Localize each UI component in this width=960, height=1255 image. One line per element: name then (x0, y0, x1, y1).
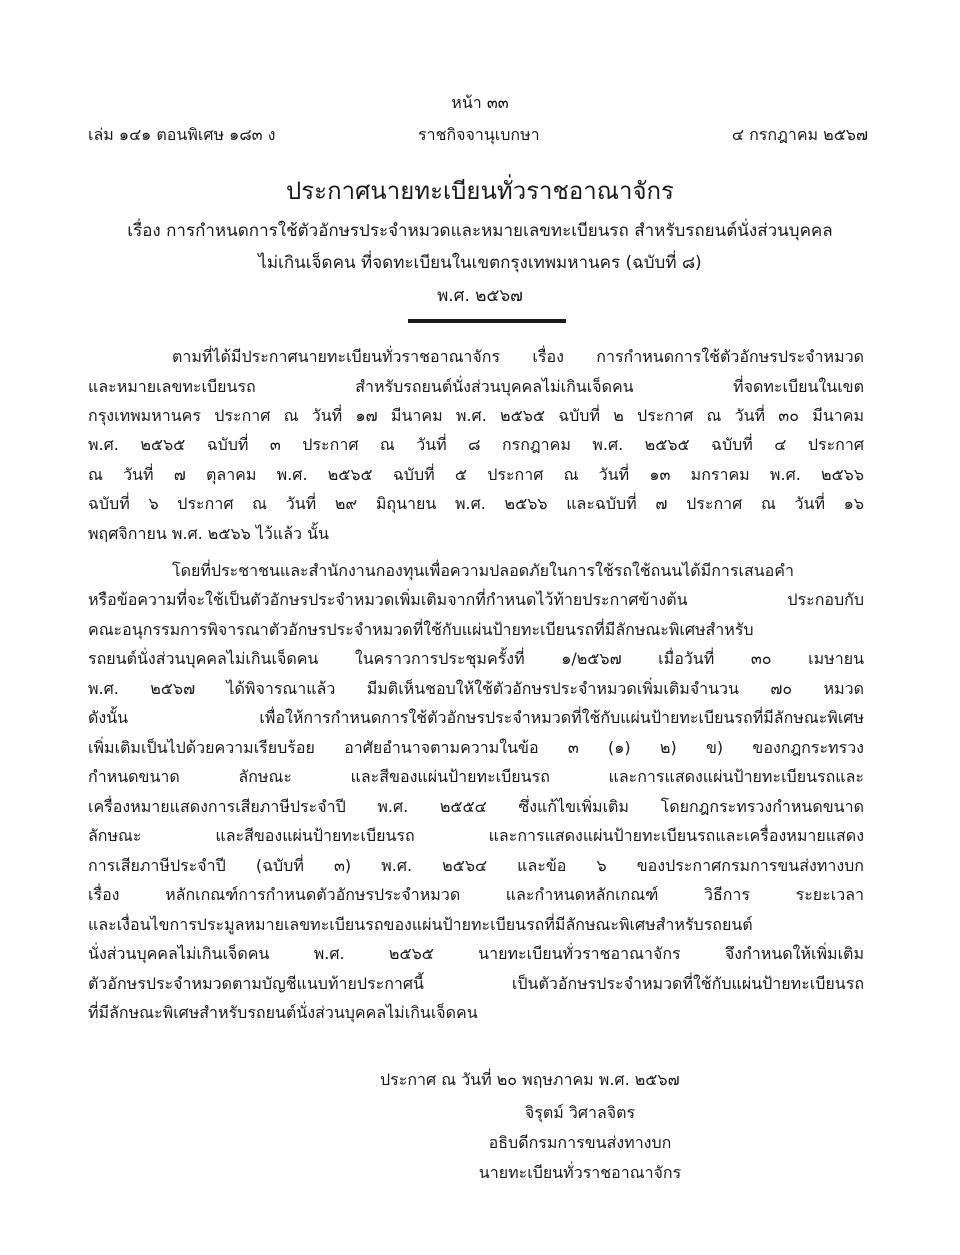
signatory-role: นายทะเบียนทั่วราชอาณาจักร (478, 1163, 682, 1182)
signatory-name: จิรุตม์ วิศาลจิตร (524, 1103, 636, 1122)
para2-line: โดยที่ประชาชนและสำนักงานกองทุนเพื่อความปลอดภัยในการใช้รถใช้ถนนได้มีการเสนอคำ (172, 561, 794, 580)
para1-line: พ.ศ. ๒๕๖๕ ฉบับที่ ๓ ประกาศ ณ วันที่ ๘ กรกฎาคม พ.ศ. ๒๕๖๕ ฉบับที่ ๔ ประกาศ (88, 435, 865, 454)
para2-line: การเสียภาษีประจำปี (ฉบับที่ ๓) พ.ศ. ๒๕๖๔ และข้อ ๖ ของประกาศกรมการขนส่งทางบก (88, 856, 864, 875)
para2-line: และเงื่อนไขการประมูลหมายเลขทะเบียนรถของแผ่นป้ายทะเบียนรถที่มีลักษณะพิเศษสำหรับรถยนต์ (88, 915, 753, 934)
year-line: พ.ศ. ๒๕๖๗ (437, 286, 523, 306)
para2-line: หรือข้อความที่จะใช้เป็นตัวอักษรประจำหมวดเพิ่มเติมจากที่กำหนดไว้ท้ายประกาศข้างต้น ประกอบกับ (88, 590, 864, 609)
para2-line: ลักษณะ และสีของแผ่นป้ายทะเบียนรถ และการแสดงแผ่นป้ายทะเบียนรถและเครื่องหมายแสดง (88, 826, 864, 845)
gazette-header (88, 125, 868, 147)
para1-line: กรุงเทพมหานคร ประกาศ ณ วันที่ ๑๗ มีนาคม พ.ศ. ๒๕๖๕ ฉบับที่ ๒ ประกาศ ณ วันที่ ๓๐ มีนาคม (88, 406, 864, 425)
para2-line: คณะอนุกรรมการพิจารณาตัวอักษรประจำหมวดที่ใช้กับแผ่นป้ายทะเบียนรถที่มีลักษณะพิเศษสำหรับ (88, 620, 754, 639)
para1-line: ฉบับที่ ๖ ประกาศ ณ วันที่ ๒๙ มิถุนายน พ.ศ. ๒๕๖๖ และฉบับที่ ๗ ประกาศ ณ วันที่ ๑๖ (88, 494, 864, 513)
announcement-date: ประกาศ ณ วันที่ ๒๐ พฤษภาคม พ.ศ. ๒๕๖๗ (380, 1070, 680, 1089)
gazette-name: ราชกิจจานุเบกษา (418, 125, 540, 144)
document-title: ประกาศนายทะเบียนทั่วราชอาณาจักร (286, 177, 674, 205)
subject-line-1: เรื่อง การกำหนดการใช้ตัวอักษรประจำหมวดและหมายเลขทะเบียนรถ สำหรับรถยนต์นั่งส่วนบุคคล (127, 221, 833, 241)
para2-line: นั่งส่วนบุคคลไม่เกินเจ็ดคน พ.ศ. ๒๕๖๕ นายทะเบียนทั่วราชอาณาจักร จึงกำหนดให้เพิ่มเติม (88, 944, 864, 963)
signatory-position: อธิบดีกรมการขนส่งทางบก (488, 1133, 672, 1152)
para1-line: และหมายเลขทะเบียนรถ สำหรับรถยนต์นั่งส่วนบุคคลไม่เกินเจ็ดคน ที่จดทะเบียนในเขต (88, 377, 864, 396)
para2-line: เครื่องหมายแสดงการเสียภาษีประจำปี พ.ศ. ๒๕๕๔ ซึ่งแก้ไขเพิ่มเติม โดยกฎกระทรวงกำหนดขนาด (88, 797, 864, 816)
para2-line: กำหนดขนาด ลักษณะ และสีของแผ่นป้ายทะเบียนรถ และการแสดงแผ่นป้ายทะเบียนรถและ (88, 767, 864, 786)
page-number: หน้า ๓๓ (451, 93, 509, 112)
para1-line: พฤศจิกายน พ.ศ. ๒๕๖๖ ไว้แล้ว นั้น (88, 524, 329, 543)
para2-line: พ.ศ. ๒๕๖๗ ได้พิจารณาแล้ว มีมติเห็นชอบให้ใช้ตัวอักษรประจำหมวดเพิ่มเติมจำนวน ๗๐ หมวด (88, 679, 864, 698)
para1-line: ณ วันที่ ๗ ตุลาคม พ.ศ. ๒๕๖๕ ฉบับที่ ๕ ประกาศ ณ วันที่ ๑๓ มกราคม พ.ศ. ๒๕๖๖ (88, 465, 864, 484)
para2-line: เพิ่มเติมเป็นไปด้วยความเรียบร้อย อาศัยอำนาจตามความในข้อ ๓ (๑) ๒) ข) ของกฎกระทรวง (88, 738, 864, 757)
para2-line: รถยนต์นั่งส่วนบุคคลไม่เกินเจ็ดคน ในคราวการประชุมครั้งที่ ๑/๒๕๖๗ เมื่อวันที่ ๓๐ เมษายน (88, 649, 865, 668)
para2-line: ที่มีลักษณะพิเศษสำหรับรถยนต์นั่งส่วนบุคคลไม่เกินเจ็ดคน (88, 1003, 478, 1022)
para2-line: ตัวอักษรประจำหมวดตามบัญชีแนบท้ายประกาศนี้ เป็นตัวอักษรประจำหมวดที่ใช้กับแผ่นป้ายทะเบียนรถ (88, 974, 864, 993)
para2-line: ดังนั้น เพื่อให้การกำหนดการใช้ตัวอักษรประจำหมวดที่ใช้กับแผ่นป้ายทะเบียนรถที่มีลักษณะพิเศษ (88, 708, 864, 727)
para1-line: ตามที่ได้มีประกาศนายทะเบียนทั่วราชอาณาจักร เรื่อง การกำหนดการใช้ตัวอักษรประจำหมวด (172, 347, 864, 366)
volume-info: เล่ม ๑๔๑ ตอนพิเศษ ๑๘๓ ง (88, 125, 276, 144)
issue-date: ๔ กรกฎาคม ๒๕๖๗ (731, 125, 868, 144)
subject-line-2: ไม่เกินเจ็ดคน ที่จดทะเบียนในเขตกรุงเทพมหานคร (ฉบับที่ ๘) (258, 253, 702, 273)
para2-line: เรื่อง หลักเกณฑ์การกำหนดตัวอักษรประจำหมวด และกำหนดหลักเกณฑ์ วิธีการ ระยะเวลา (88, 885, 864, 904)
title-rule (408, 319, 566, 323)
